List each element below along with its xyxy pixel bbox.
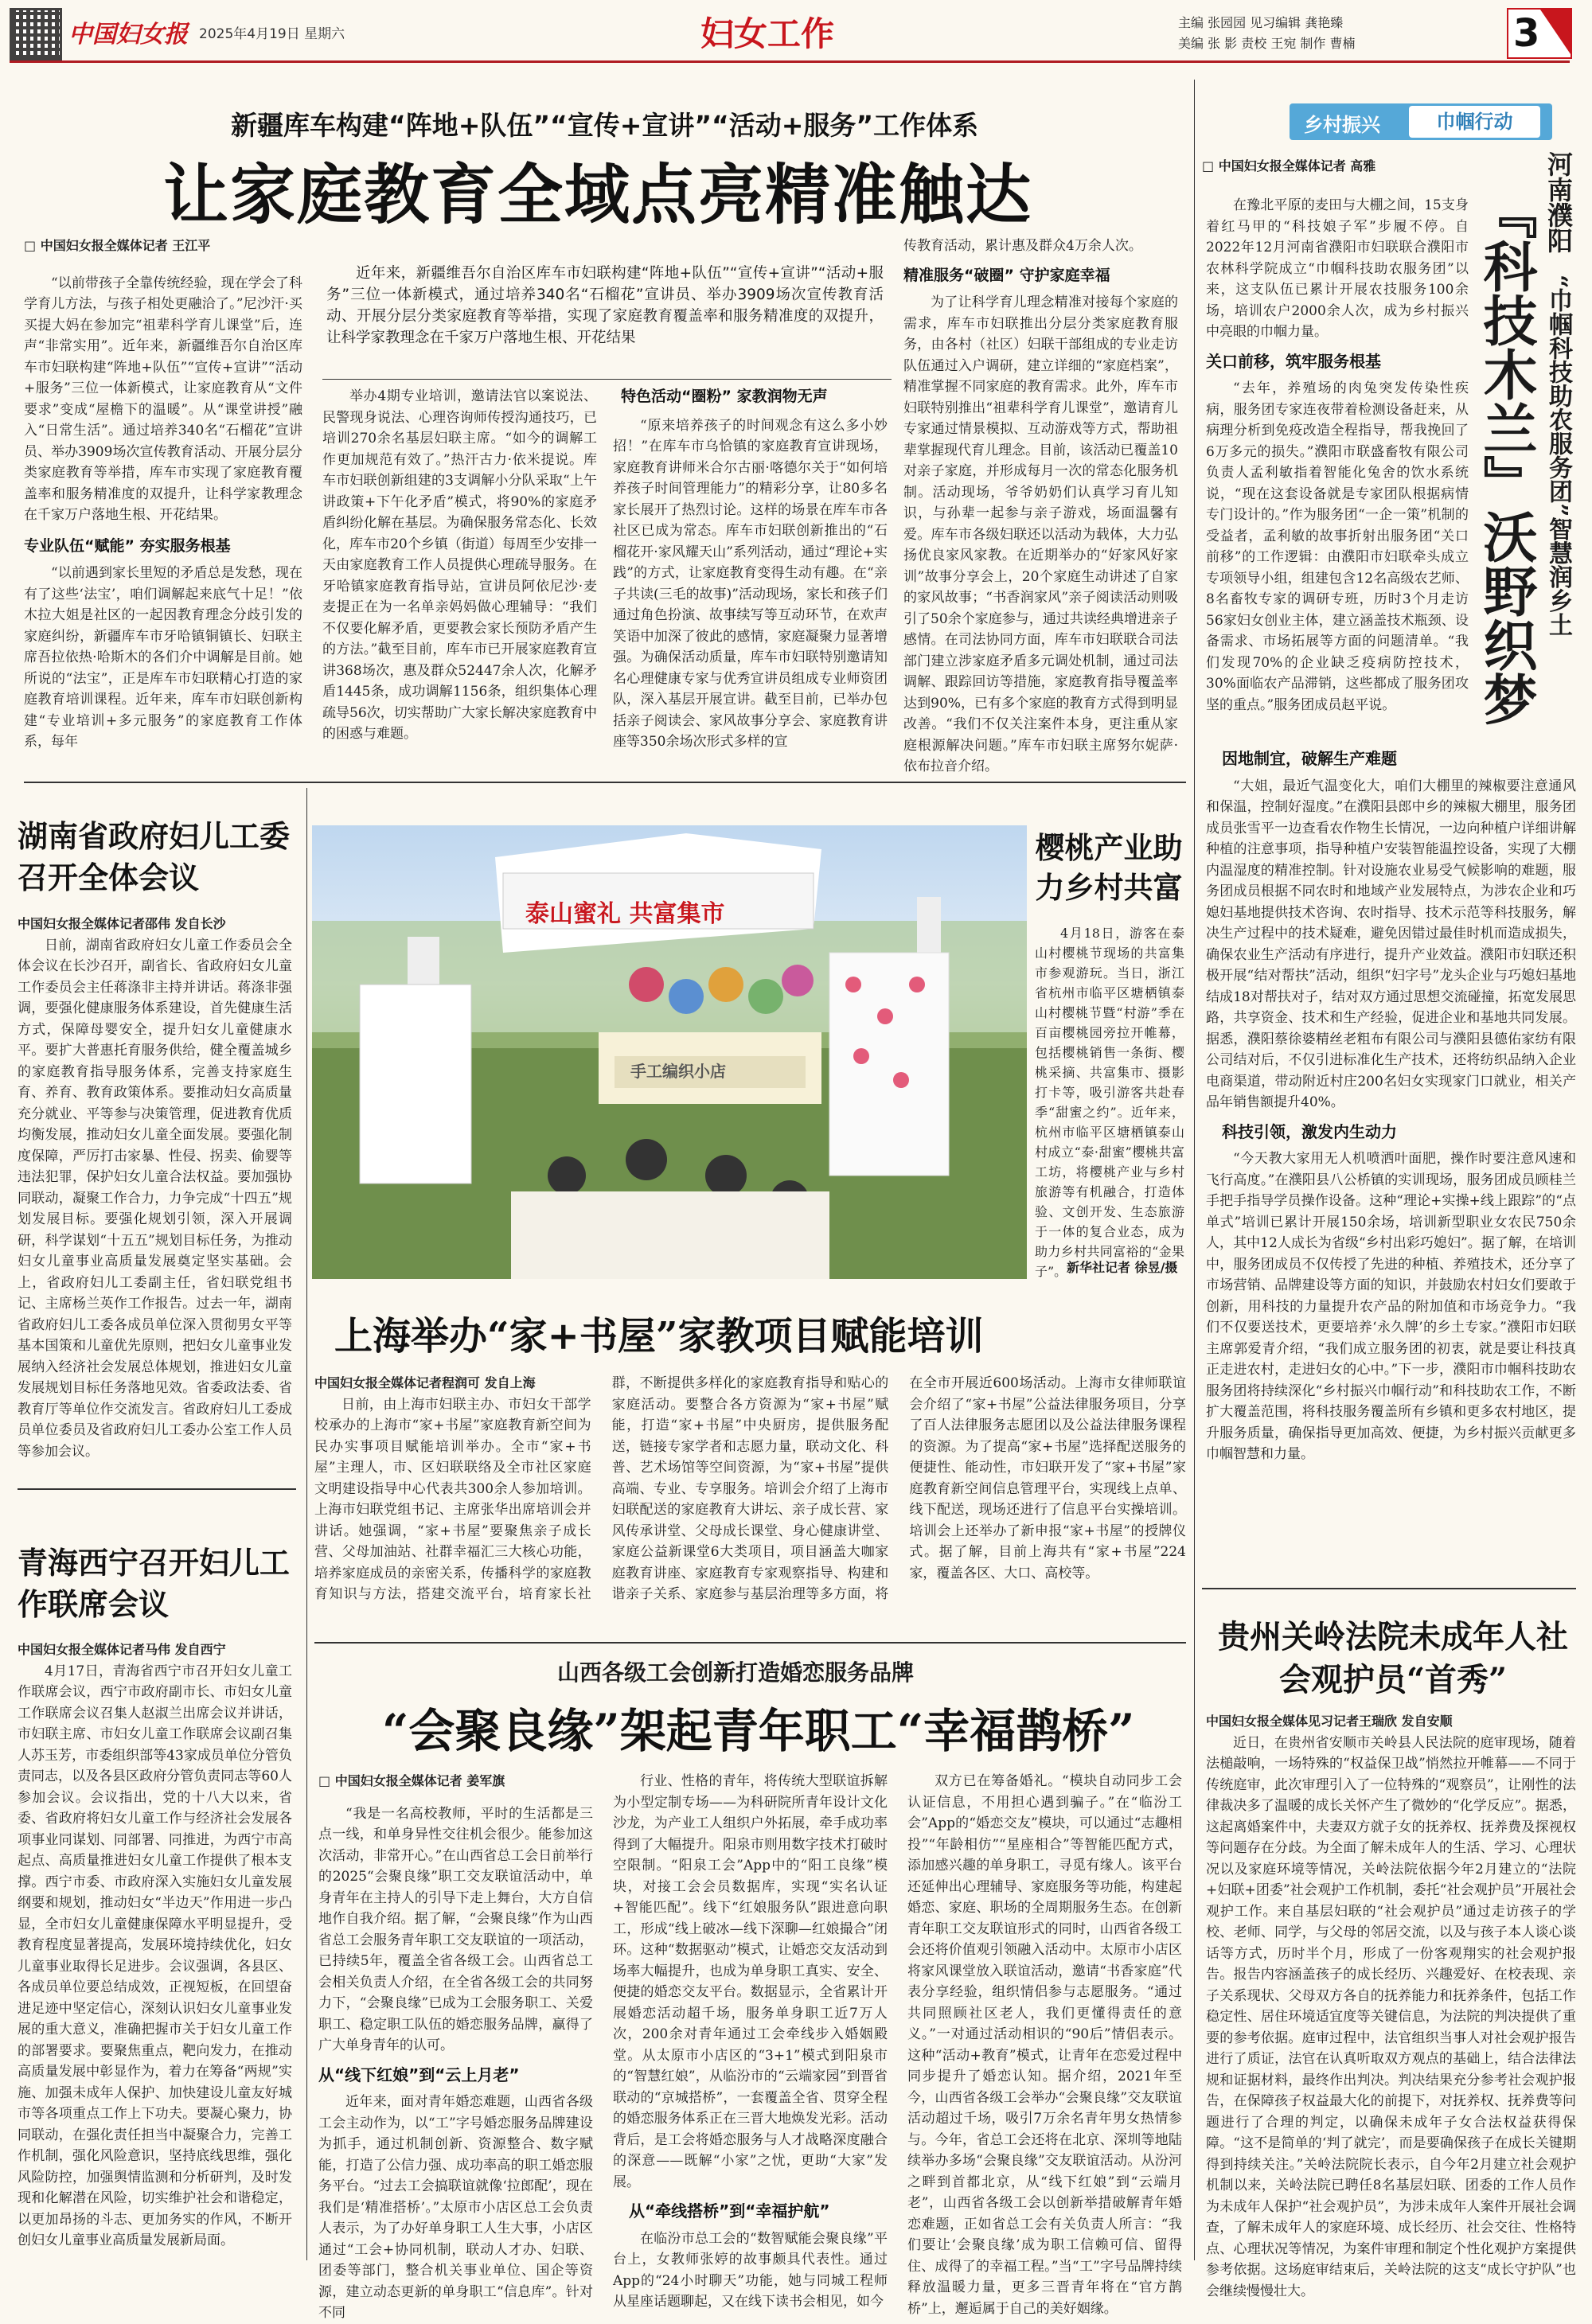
henan-subhead-3: 科技引领，激发内生动力 <box>1222 1121 1397 1141</box>
shanxi-col2b-text: 在临汾市总工会的“数智赋能会聚良缘”平台上，女教师张婷的故事颇具代表性。通过App的“24小时聊天”功能，她与同城工程师从星座话题聊起，又在线下读书会相见，如今 <box>613 2230 888 2310</box>
shanxi-column-3 <box>907 1771 1182 2317</box>
hunan-headline: 湖南省政府妇儿工委召开全体会议 <box>18 818 291 895</box>
shanxi-headline: “会聚良缘”架起青年职工“幸福鹊桥” <box>382 1704 1135 1758</box>
guizhou-text: 近日，在贵州省安顺市关岭县人民法院的庭审现场，随着法槌敲响，一场特殊的“权益保卫战”悄然拉开帷幕——不同于传统庭审，此次审理引入了一位特殊的“观察员”，让刚性的法律裁决多了温暖的成长关怀产生了微妙的“化学反应”。据悉，这起离婚案件中，夫妻双方就子女的抚养权、抚养费及探视权等问题存在分歧。为全面了解未成年人的生活、学习、心理状况以及家庭环境等情况，关岭法院依据今年2月建立的“法院+妇联+团委”社会观护工作机制，委托“社会观护员”开展社会观护工作。来自基层妇联的“社会观护员”通过走访孩子的学校、老师、同学，与父母的邻居交流，以及与孩子本人谈心谈话等方式，历时半个月，形成了一份客观翔实的社会观护报告。报告内容涵盖孩子的成长经历、兴趣爱好、在校表现、亲子关系现状、父母双方各自的抚养能力和抚养条件，包括工作稳定性、居住环境适宜度等关键信息，为法院的判决提供了重要的参考依据。庭审过程中，法官组织当事人对社会观护报告进行了质证，法官在认真听取双方观点的基础上，结合法律法规和证据材料，最终作出判决。判决结果充分参考社会观护报告，在保障孩子权益最大化的前提下，对抚养权、抚养费等问题进行了合理的判定，以确保未成年子女合法权益获得保障。“这不是简单的‘判了就完’，而是要确保孩子在成长关键期得到持续关注。”关岭法院院长表示，自今年2月建立社会观护机制以来，关岭法院已聘任8名基层妇联、团委的工作人员作为未成年人保护“社会观护员”，为涉未成年人案件开展社会调查，了解未成年人的家庭环境、成长经历、社会交往、性格特点、心理状况等情况，为案件审理和制定个性化观护方案提供参考依据。这场庭审结束后，关岭法院的这支“成长守护队”也会继续慢慢壮大。 <box>1206 1734 1576 2299</box>
lead-column-2 <box>322 386 597 768</box>
booth-sign: 手工编织小店 <box>630 1062 726 1081</box>
section-title: 妇女工作 <box>700 14 835 53</box>
shanghai-bottom-rule <box>314 1642 1186 1644</box>
shanxi-subhead-2: 从“牵线搭桥”到“幸福护航” <box>629 2201 830 2221</box>
market-photo <box>312 825 1027 1279</box>
hunan-column <box>18 914 292 1479</box>
qinghai-byline: 中国妇女报全媒体记者马伟 发自西宁 <box>18 1642 226 1657</box>
hunan-byline: 中国妇女报全媒体记者邵伟 发自长沙 <box>18 916 226 931</box>
shanxi-col3-text: 双方已在筹备婚礼。“模块自动同步工会认证信息，不用担心遇到骗子。”在“临汾工会”App的“婚恋交友”模块，可以通过“志趣相投”“年龄相仿”“星座相合”等智能匹配方式，添加感兴趣的单身职工，寻觅有缘人。该平台还延伸出心理辅导、家庭服务等功能，构建起婚恋、家庭、职场的全周期服务生态。在创新青年职工交友联谊形式的同时，山西省各级工会还将价值观引领融入活动中。太原市小店区将家风课堂放入联谊活动，邀请“书香家庭”代表分享经验，组织情侣参与志愿服务。“通过共同照顾社区老人，我们更懂得责任的意义。”一对通过活动相识的“90后”情侣表示。这种“活动+教育”模式，让青年在恋爱过程中同步提升了婚恋认知。据介绍，2021年至今，山西省各级工会举办“会聚良缘”交友联谊活动超过千场，吸引7万余名青年男女热情参与。今年，省总工会还将在北京、深圳等地陆续举办多场“会聚良缘”交友联谊活动。从汾河之畔到首都北京，从“线下红娘”到“云端月老”，山西省各级工会以创新举措破解青年婚恋难题，正如省总工会有关负责人所言：“我们要让‘会聚良缘’成为职工信赖可信、留得住、成得了的幸福工程。”当“工”字号品牌持续释放温暖力量，更多三晋青年将在“官方鹊桥”上，邂逅属于自己的美好姻缘。 <box>907 1773 1182 2317</box>
shanxi-column-1 <box>318 1771 593 2321</box>
hunan-divider <box>18 1488 296 1490</box>
shanghai-text: 日前，由上海市妇联主办、市妇女干部学校承办的上海市“家+书屋”家庭教育新空间为民办实事项目赋能培训举办。全市“家+书屋”主理人，市、区妇联联络及全市社区家庭文明建设指导中心代表共300余人参加培训。上海市妇联党组书记、主席张华出席培训会并讲话。她强调，“家+书屋”要聚焦亲子成长营、父母加油站、社群幸福汇三大核心功能，培养家庭成员的亲密关系，传播科学的家庭教育知识与方法，搭建交流平台，培育家长社群，不断提供多样化的家庭教育指导和贴心的家庭活动。要整合各方资源为“家+书屋”赋能，打造“家+书屋”中央厨房，提供服务配送，链接专家学者和志愿力量，联动文化、科普、艺术场馆等空间资源，为“家+书屋”提供高端、专业、专享服务。培训会介绍了上海市妇联配送的家庭教育大讲坛、亲子成长营、家风传承讲堂、父母成长课堂、身心健康讲堂、家庭公益新课堂6大类项目，项目涵盖大咖家庭教育讲座、家庭教育专家观察指导、构建和谐亲子关系、家庭参与基层治理等多方面，将在全市开展近600场活动。上海市女律师联谊会介绍了“家+书屋”公益法律服务项目，分享了百人法律服务志愿团以及公益法律服务课程的资源。为了提高“家+书屋”选择配送服务的便捷性、能动性，市妇联开发了“家+书屋”家庭教育新空间信息管理平台，实现线上点单、线下配送，现场还进行了信息平台实操培训。培训会上还举办了新申报“家+书屋”的授牌仪式。据了解，目前上海共有“家+书屋”224家，覆盖各区、大口、高校等。 <box>314 1375 1186 1602</box>
cherry-caption-text: 4月18日，游客在泰山村樱桃节现场的共富集市参观游玩。当日，浙江省杭州市临平区塘栖镇泰山村樱桃节暨“村游”季在百亩樱桃园旁拉开帷幕，包括樱桃销售一条街、樱桃采摘、共富集市、摄影打卡等，吸引游客共赴春季“甜蜜之约”。近年来，杭州市临平区塘栖镇泰山村成立“泰·甜蜜”樱桃共富工坊，将樱桃产业与乡村旅游等有机融合，打造体验、文创开发、生态旅游于一体的复合业态，成为助力乡村共同富裕的“金果子”。 <box>1035 926 1184 1279</box>
page-number-box <box>1507 8 1572 59</box>
lead-col4-text: 为了让科学育儿理念精准对接每个家庭的需求，库车市妇联推出分层分类家庭教育服务，由各村（社区）妇联干部组成的专业走访队伍通过入户调研，建立详细的“家庭档案”，精准掌握不同家庭的教育需求。此外，库车市妇联特别推出“祖辈科学育儿课堂”，邀请育儿专家通过情景模拟、互动游戏等方式，帮助祖辈掌握现代育儿理念。目前，该活动已覆盖10对亲子家庭，并形成每月一次的常态化服务机制。活动现场，爷爷奶奶们认真学习育儿知识，与孙辈一起参与亲子游戏，场面温馨有爱。库车市各级妇联还以活动为载体，大力弘扬优良家风家教。在近期举办的“好家风好家训”故事分享会上，20个家庭生动讲述了自家的家风故事；“书香润家风”亲子阅读活动则吸引了50余个家庭参与，通过共读经典增进亲子感情。在司法协同方面，库车市妇联联合司法部门建立涉家庭矛盾多元调处机制，通过司法调解、跟踪回访等措施，家庭教育指导覆盖率达到90%，已有多个家庭的教育方式得到明显改善。“我们不仅关注案件本身，更注重从家庭根源解决问题。”库车市妇联主席努尔妮萨·依布拉音介绍。 <box>903 294 1178 774</box>
lead-col3-text: “原来培养孩子的时间观念有这么多小妙招！”在库车市乌恰镇的家庭教育宣讲现场，家庭教育讲师米合尔古丽·喀德尔关于“如何培养孩子时间管理能力”的精彩分享，让80多名家长展开了热烈讨论。这样的场景在库车市各社区已成为常态。库车市妇联创新推出的“石榴花开·家风耀天山”系列活动，通过“理论+实践”的方式，让家庭教育变得生动有趣。在“亲子共读(三毛的故事)”活动现场，家长和孩子们通过角色扮演、故事续写等互动环节，在欢声笑语中加深了彼此的感情，家庭凝聚力显著增强。为确保活动质量，库车市妇联特别邀请知名心理健康专家与优秀宣讲员组成专业师资团队，深入基层开展宣讲。截至目前，已举办包括亲子阅读会、家风故事分享会、家庭教育讲座等350余场次形式多样的宣 <box>613 417 888 750</box>
vertical-divider-left <box>306 788 307 2260</box>
lead-column-3 <box>613 386 888 768</box>
lead-subhead-1: 专业队伍“赋能” 夯实服务根基 <box>24 536 231 555</box>
cherry-photo-credit: 新华社记者 徐昱/摄 <box>1067 1260 1178 1275</box>
lead-summary: 近年来，新疆维吾尔自治区库车市妇联构建“阵地+队伍”“宣传+宣讲”“活动+服务”三位一体新模式，通过培养340名“石榴花”宣讲员、举办3909场次宣传教育活动、开展分层分类家庭教育等举措，实现了家庭教育覆盖率和服务精准度的双提升，让科学家教理念在千家万户落地生根、开花结果 <box>326 265 884 346</box>
paper-logo: 中国妇女报 <box>68 21 188 49</box>
henan-colb-text: “大姐，最近气温变化大，咱们大棚里的辣椒要注意通风和保温，控制好湿度。”在濮阳县郎中乡的辣椒大棚里，服务团成员张雪平一边查看农作物生长情况，一边向种植户详细讲解种植的注意事项，指导种植户安装智能温控设备，实现了大棚内温湿度的精准控制。针对设施农业易受气候影响的难题，服务团成员根据不同农时和地域产业发展特点，为涉农企业和巧媳妇基地提供技术咨询、农时指导、技术示范等科技服务，解决生产过程中的技术疑难，避免因错过最佳时机而造成损失，确保农业生产活动有序进行，提升产业效益。濮阳市妇联还积极开展“结对帮扶”活动，组织“妇字号”龙头企业与巧媳妇基地结成18对帮扶对子，结对双方通过思想交流碰撞，拓宽发展思路，共享资金、技术和生产经验，促进企业和基地共同发展。据悉，濮阳蔡徐婆精丝老粗布有限公司与濮阳县德佑家纺有限公司结对后，不仅引进标准化生产技术，还将纺织品纳入企业电商渠道，带动附近村庄200名妇女实现家门口就业，相关产品年销售额提升40%。 <box>1206 778 1576 1110</box>
lead-headline: 让家庭教育全域点亮精准触达 <box>163 157 1033 233</box>
shanxi-byline: □ 中国妇女报全媒体记者 姜军旗 <box>318 1773 505 1788</box>
henan-byline: □ 中国妇女报全媒体记者 高雅 <box>1202 158 1376 174</box>
editor-credits-1: 主编 张园园 见习编辑 龚艳臻 <box>1178 15 1344 30</box>
shanghai-byline: 中国妇女报全媒体记者程润可 发自上海 <box>314 1375 536 1390</box>
henan-banner-right: 巾帼行动 <box>1409 106 1540 138</box>
qinghai-text: 4月17日，青海省西宁市召开妇女儿童工作联席会议，西宁市政府副市长、市妇女儿童工作联席会议召集人赵淑兰出席会议并讲话，市妇联主席、市妇女儿童工作联席会议副召集人苏玉芳，市委组织部等43家成员单位分管负责同志，以及各县区政府分管负责同志等60人参加会议。会议指出，党的十八大以来，省委、省政府将妇女儿童工作与经济社会发展各项事业同谋划、同部署、同推进，为西宁市高起点、高质量推进妇女儿童工作提供了根本支撑。西宁市委、市政府深入实施妇女儿童发展纲要和规划，推动妇女“半边天”作用进一步凸显，全市妇女儿童健康保障水平明显提升，受教育程度显著提高，发展环境持续优化，妇女儿童事业取得长足进步。会议强调，各县区、各成员单位要总结成效，正视短板，在回望奋进足迹中坚定信心，深刻认识妇女儿童事业发展的重大意义，准确把握市关于妇女儿童工作的部署要求。要聚焦重点，靶向发力，在推动高质量发展中彰显作为，着力在筹备“两规”实施、加强未成年人保护、加快建设儿童友好城市等各项重点工作上下功夫。要凝心聚力，协同联动，在强化责任担当中凝聚合力，完善工作机制，强化风险意识，坚持底线思维，强化风险防控，加强舆情监测和分析研判，及时发现和化解潜在风险，切实维护社会和谐稳定，以更加昂扬的斗志、更加务实的作风，不断开创妇女儿童事业高质量发展新局面。 <box>18 1663 292 2248</box>
summary-rule <box>322 379 892 380</box>
lead-column-1 <box>24 236 302 761</box>
editor-credits-2: 美编 张 影 责校 王宛 制作 曹楠 <box>1178 36 1356 51</box>
masthead-rule <box>10 60 1570 63</box>
issue-date: 2025年4月19日 星期六 <box>199 26 345 42</box>
qinghai-headline: 青海西宁召开妇儿工作联席会议 <box>18 1545 291 1622</box>
henan-title-pre: 河南濮阳 <box>1543 151 1574 253</box>
henan-title-sub: “巾帼科技助农服务团”智慧润乡土 <box>1544 275 1572 637</box>
corner-triangle <box>1540 10 1571 54</box>
lead-bottom-rule <box>24 782 1186 783</box>
hunan-text: 日前，湖南省政府妇女儿童工作委员会全体会议在长沙召开，副省长、省政府妇女儿童工作委员会主任蒋涤非主持并讲话。蒋涤非强调，要强化健康服务体系建设，首先健康生活方式，保障母婴安全，提升妇女儿童健康水平。要扩大普惠托育服务供给，健全覆盖城乡的家庭教育指导服务体系，完善支持家庭生育、养育、教育政策体系。要推动妇女高质量充分就业、平等参与决策管理，促进教育优质均衡发展，推动妇女儿童全面发展。要强化制度保障，严厉打击家暴、性侵、拐卖、偷婴等违法犯罪，保护妇女儿童合法权益。要加强协同联动，凝聚工作合力，力争完成“十四五”规划发展目标。要强化规划引领，深入开展调研，科学谋划“十五五”规划目标任务，为推动妇女儿童事业高质量发展奠定坚实基础。会上，省政府妇儿工委副主任，省妇联党组书记、主席杨兰英作工作报告。过去一年，湖南省政府妇儿工委各成员单位深入贯彻男女平等基本国策和儿童优先原则，把妇女儿童事业发展纳入经济社会发展总体规划，推进妇女儿童发展规划目标任务落地见效。省委政法委、省教育厅等单位作交流发言。省政府妇儿工委成员单位委员及省政府妇儿工委办公室工作人员等参加会议。 <box>18 937 292 1460</box>
henan-subhead-1: 关口前移，筑牢服务根基 <box>1206 351 1381 371</box>
henan-colb2-text: “今天教大家用无人机喷洒叶面肥，操作时要注意风速和飞行高度。”在濮阳县八公桥镇的实训现场，服务团成员顾桂兰手把手指导学员操作设备。这种“理论+实操+线上跟踪”的“点单式”培训已累计开展150余场，培训新型职业女农民750余人，其中12人成长为省级“乡村出彩巧媳妇”。据了解，在培训中，服务团成员不仅传授了先进的种植、养殖技术，还分享了市场营销、品牌建设等方面的知识，并鼓励农村妇女们要敢于创新，用科技的力量提升农产品的附加值和市场竞争力。“我们不仅要送技术，更要培养‘永久牌’的乡土专家。”濮阳市妇联主席郭爱青介绍，“我们成立服务团的初衷，就是要让科技真正走进农村，走进妇女的心中。”下一步，濮阳市巾帼科技助农服务团将持续深化“乡村振兴巾帼行动”和科技助农工作，不断扩大覆盖范围，将科技服务覆盖所有乡镇和更多农村地区，提升服务质量，确保指导更加高效、便捷，为乡村振兴贡献更多巾帼智慧和力量。 <box>1206 1151 1576 1462</box>
henan-column-b <box>1206 748 1576 1580</box>
vertical-divider-right <box>1194 80 1195 2260</box>
lead-byline: □ 中国妇女报全媒体记者 王江平 <box>24 238 211 253</box>
shanxi-col1-text: “我是一名高校教师，平时的生活都是三点一线，和单身异性交往机会很少。能参加这次活动，非常开心。”在山西省总工会日前举行的2025“会聚良缘”职工交友联谊活动中，单身青年在主持人的引导下走上舞台，大方自信地作自我介绍。据了解，“会聚良缘”作为山西省总工会服务青年职工交友联谊的一项活动，已持续5年，覆盖全省各级工会。山西省总工会相关负责人介绍，在全省各级工会的共同努力下，“会聚良缘”已成为工会服务职工、关爱职工、稳定职工队伍的婚恋服务品牌，赢得了广大单身青年的认可。 <box>318 1805 593 2053</box>
shanghai-headline: 上海举办“家+书屋”家教项目赋能培训 <box>334 1314 984 1359</box>
lead-col1-text: “以前带孩子全靠传统经验，现在学会了科学育儿方法，与孩子相处更融洽了。”尼沙汗·买买提大妈在参加完“祖辈科学育儿课堂”后，连声“非常实用”。近年来，新疆维吾尔自治区库车市妇联构建“阵地+队伍”“宣传+宣讲”“活动+服务”三位一体新模式，让家庭教育从“文件要求”变成“屋檐下的温暖”。从“课堂讲授”融入“日常生活”。通过培养340名“石榴花”宣讲员、举办3909场次宣传教育活动、开展分层分类家庭教育等举措，库车市实现了家庭教育覆盖率和服务精准度的双提升，让科学家教理念在千家万户落地生根、开花结果。 <box>24 275 302 523</box>
lead-col4a-text: 传教育活动，累计惠及群众4万余人次。 <box>903 238 1142 254</box>
henan-subhead-2: 因地制宜，破解生产难题 <box>1222 749 1397 768</box>
page-number: 3 <box>1513 11 1540 56</box>
lead-subhead-2: 特色活动“圈粉” 家教润物无声 <box>621 388 828 405</box>
shanxi-col2-text: 行业、性格的青年，将传统大型联谊拆解为小型定制专场——为科研院所青年设计文化沙龙，为产业工人组织户外拓展，牵手成功率得到了大幅提升。阳泉市则用数字技术打破时空限制。“阳泉工会”App中的“阳工良缘”模块，对接工会会员数据库，实现“实名认证+智能匹配”。线下“红娘服务队”跟进意向职工，形成“线上破冰—线下深聊—红娘撮合”闭环。这种“数据驱动”模式，让婚恋交友活动到场率大幅提升，也成为单身职工真实、安全、便捷的婚恋交友平台。数据显示，全省累计开展婚恋活动超千场，服务单身职工近7万人次，200余对青年通过工会牵线步入婚姻殿堂。从太原市小店区的“3+1”模式到阳泉市的“智慧红娘”，从临汾市的“云端家园”到晋省联动的“京城搭桥”，一套覆盖全省、贯穿全程的婚恋服务体系正在三晋大地焕发光彩。活动背后，是工会将婚恋服务与人才战略深度融合的深意——既解“小家”之忧，更助“大家”发展。 <box>613 1773 888 2190</box>
guizhou-headline: 贵州关岭法院未成年人社会观护员“首秀” <box>1218 1618 1568 1698</box>
henan-banner-left: 乡村振兴 <box>1304 114 1380 136</box>
shanxi-subhead-1: 从“线下红娘”到“云上月老” <box>318 2065 520 2084</box>
lead-col1b-text: “以前遇到家长里短的矛盾总是发愁，现在有了这些‘法宝’，咱们调解起来底气十足！”依木拉大姐是社区的一起因教育理念分歧引发的家庭纠纷，新疆库车市牙哈镇铜镇长、妇联主席吾拉依热·哈斯木的各们介中调解是目前。她所说的“法宝”，正是库车市妇联精心打造的家庭教育培训课程。近年来，库车市妇联创新构建“专业培训+多元服务”的家庭教育工作体系，每年 <box>24 565 302 750</box>
henan-banner <box>1290 103 1552 140</box>
shanxi-col1b-text: 近年来，面对青年婚恋难题，山西省各级工会主动作为，以“工”字号婚恋服务品牌建设为抓手，通过机制创新、资源整合、数字赋能，打造了公信力强、成功率高的职工婚恋服务平台。“过去工会搞联谊就像‘拉郎配’，现在我们是‘精准搭桥’。”太原市小店区总工会负责人表示，为了办好单身职工人生大事，小店区通过“工会+协同机制，联动人才办、妇联、团委等部门，整合机关事业单位、国企等资源，建立动态更新的单身职工“信息库”。针对不同 <box>318 2094 593 2321</box>
cherry-headline: 樱桃产业助力乡村共富 <box>1035 830 1183 905</box>
market-sign: 泰山蜜礼 共富集市 <box>525 900 725 928</box>
lead-subhead-3: 精准服务“破圈” 守护家庭幸福 <box>903 266 1110 284</box>
qr-code[interactable] <box>10 8 62 60</box>
henan-column-a <box>1206 195 1469 744</box>
qinghai-column <box>18 1640 292 2260</box>
shanxi-kicker: 山西各级工会创新打造婚恋服务品牌 <box>557 1659 915 1686</box>
lead-kicker: 新疆库车构建“阵地+队伍”“宣传+宣讲”“活动+服务”工作体系 <box>231 110 979 141</box>
guizhou-byline: 中国妇女报全媒体见习记者王瑞欣 发自安顺 <box>1206 1714 1453 1729</box>
henan-title-main: 『科技木兰』沃野织梦 <box>1474 185 1538 726</box>
lead-column-4 <box>903 236 1178 774</box>
henan-cola2-text: “去年，养殖场的肉兔突发传染性疾病，服务团专家连夜带着检测设备赶来，从病理分析到免疫改造全程指导，帮我挽回了6万多元的损失。”濮阳市联盛畜牧有限公司负责人孟利敏指着智能化兔舍的饮水系统说，“现在这套设备就是专家团队根据病情专门设计的。”作为服务团“一企一策”机制的受益者，孟利敏的故事折射出服务团“关口前移”的工作逻辑：由濮阳市妇联牵头成立专项领导小组，组建包含12名高级农艺师、8名畜牧专家的调研专班，历时3个月走访56家妇女创业主体，建立涵盖技术瓶颈、设备需求、市场拓展等方面的问题清单。“我们发现70%的企业缺乏疫病防控技术，30%面临农产品滞销，这些都成了服务团攻坚的重点。”服务团成员赵平说。 <box>1206 380 1469 713</box>
henan-bottom-rule <box>1202 1588 1576 1589</box>
henan-cola-text: 在豫北平原的麦田与大棚之间，15支身着红马甲的“科技娘子军”步履不停。自2022年12月河南省濮阳市妇联联合濮阳市农林科学院成立“巾帼科技助农服务团”以来，这支队伍已累计开展农技服务100余场，培训农户2000余人次，成为乡村振兴中亮眼的巾帼力量。 <box>1206 197 1469 340</box>
shanxi-column-2 <box>613 1771 888 2310</box>
guizhou-column <box>1206 1711 1576 2299</box>
lead-col2-text: 举办4期专业培训，邀请法官以案说法、民警现身说法、心理咨询师传授沟通技巧，已培训270余名基层妇联主席。“如今的调解工作更加规范有效了。”热汗古力·依米提说。库车市妇联创新组建的3支调解小分队采取“上午讲政策+下午化矛盾”模式，将90%的家庭矛盾纠纷化解在基层。为确保服务常态化、长效化，库车市20个乡镇（街道）每周至少安排一天由家庭教育工作人员提供心理疏导服务。在牙哈镇家庭教育指导站，宣讲员阿依尼沙·麦麦提正在为一名单亲妈妈做心理辅导：“我们不仅要化解矛盾，更要教会家长预防矛盾产生的方法。”截至目前，库车市已开展家庭教育宣讲368场次，惠及群众52447余人次，化解矛盾1445条，成功调解1156条，组织集体心理疏导56次，切实帮助广大家长解决家庭教育中的困惑与难题。 <box>322 388 597 742</box>
shanghai-columns <box>314 1373 1186 1636</box>
